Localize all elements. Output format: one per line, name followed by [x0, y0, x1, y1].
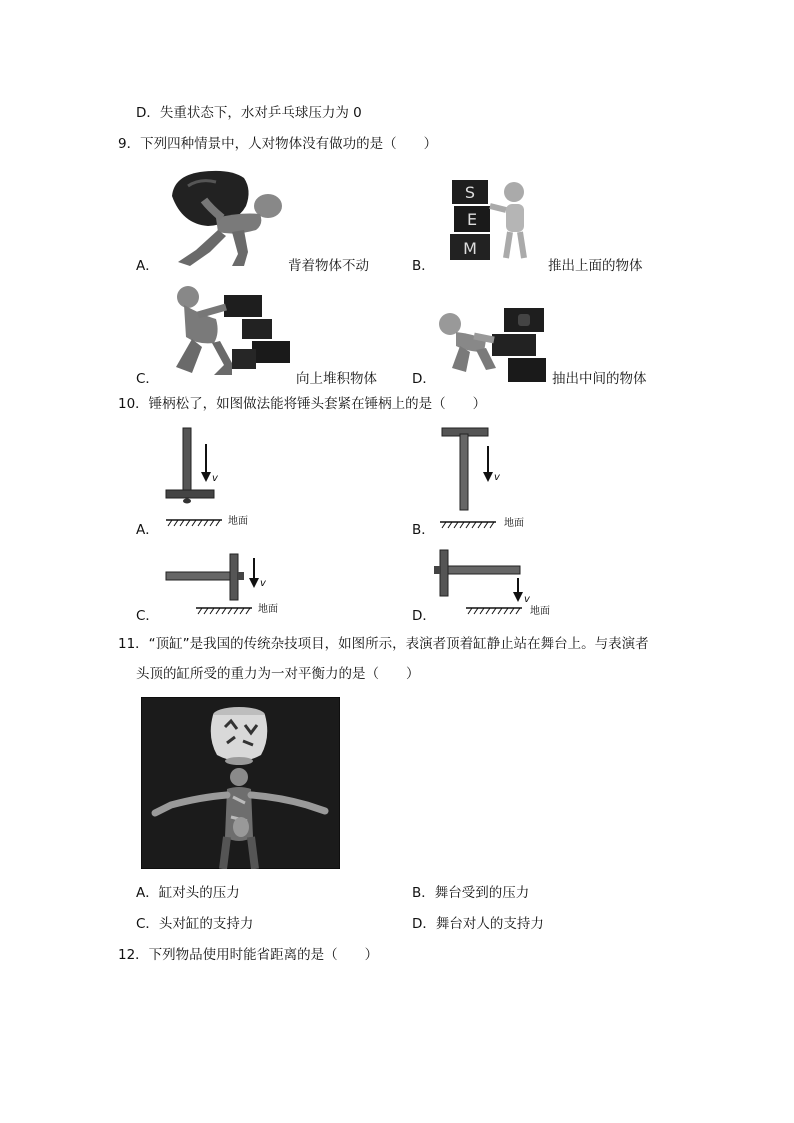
- q10-option-d-letter: D．: [412, 608, 436, 624]
- q9-figure-a: [160, 168, 290, 270]
- q12-stem: 12．下列物品使用时能省距离的是（ ）: [118, 947, 379, 963]
- q9-option-d-letter: D．: [412, 371, 436, 387]
- q9-option-c-caption: 向上堆积物体: [296, 371, 377, 387]
- q9-option-d-caption: 抽出中间的物体: [552, 371, 647, 387]
- q10-figure-d: [430, 544, 562, 620]
- q8-option-d: D．失重状态下，水对乒乓球压力为 0: [136, 105, 362, 121]
- q10-option-a-letter: A．: [136, 522, 159, 538]
- q11-option-d: D．舞台对人的支持力: [412, 916, 544, 932]
- q10-c-ground-label: 地面: [258, 604, 278, 615]
- q9-block-letter-s: S: [464, 183, 476, 202]
- q9-block-letter-m: M: [463, 239, 477, 258]
- q9-option-b-caption: 推出上面的物体: [548, 258, 643, 274]
- q9-figure-c: [162, 285, 298, 381]
- q9-block-letter-e: E: [466, 210, 478, 229]
- q11-option-b: B．舞台受到的压力: [412, 885, 530, 901]
- q11-stem-line1: 11．“顶缸”是我国的传统杂技项目，如图所示，表演者顶着缸静止站在舞台上。与表演者: [118, 636, 649, 652]
- q10-c-velocity-label: v: [260, 578, 266, 589]
- q10-stem: 10．锤柄松了，如图做法能将锤头套紧在锤柄上的是（ ）: [118, 396, 487, 412]
- q11-option-a: A．缸对头的压力: [136, 885, 240, 901]
- q9-option-c-letter: C．: [136, 371, 159, 387]
- q11-stem-line2: 头顶的缸所受的重力为一对平衡力的是（ ）: [136, 666, 420, 682]
- q10-d-velocity-label: v: [524, 594, 530, 605]
- q9-figure-d: [434, 306, 552, 384]
- q10-option-b-letter: B．: [412, 522, 435, 538]
- q9-option-b-letter: B．: [412, 258, 435, 274]
- q9-figure-b: [448, 176, 544, 262]
- q10-d-ground-label: 地面: [530, 606, 550, 617]
- q9-option-a-caption: 背着物体不动: [288, 258, 369, 274]
- q10-figure-c: [162, 548, 292, 620]
- q10-a-velocity-label: v: [212, 473, 218, 484]
- q9-stem: 9．下列四种情景中，人对物体没有做功的是（ ）: [118, 136, 438, 152]
- q10-b-velocity-label: v: [494, 472, 500, 483]
- q10-a-ground-label: 地面: [228, 516, 248, 527]
- q9-option-a-letter: A．: [136, 258, 159, 274]
- q10-b-ground-label: 地面: [504, 518, 524, 529]
- q11-option-c: C．头对缸的支持力: [136, 916, 254, 932]
- q10-option-c-letter: C．: [136, 608, 159, 624]
- q11-photo-jar-balancing: [141, 697, 340, 869]
- q10-figure-a: [160, 424, 270, 530]
- q10-figure-b: [438, 422, 548, 530]
